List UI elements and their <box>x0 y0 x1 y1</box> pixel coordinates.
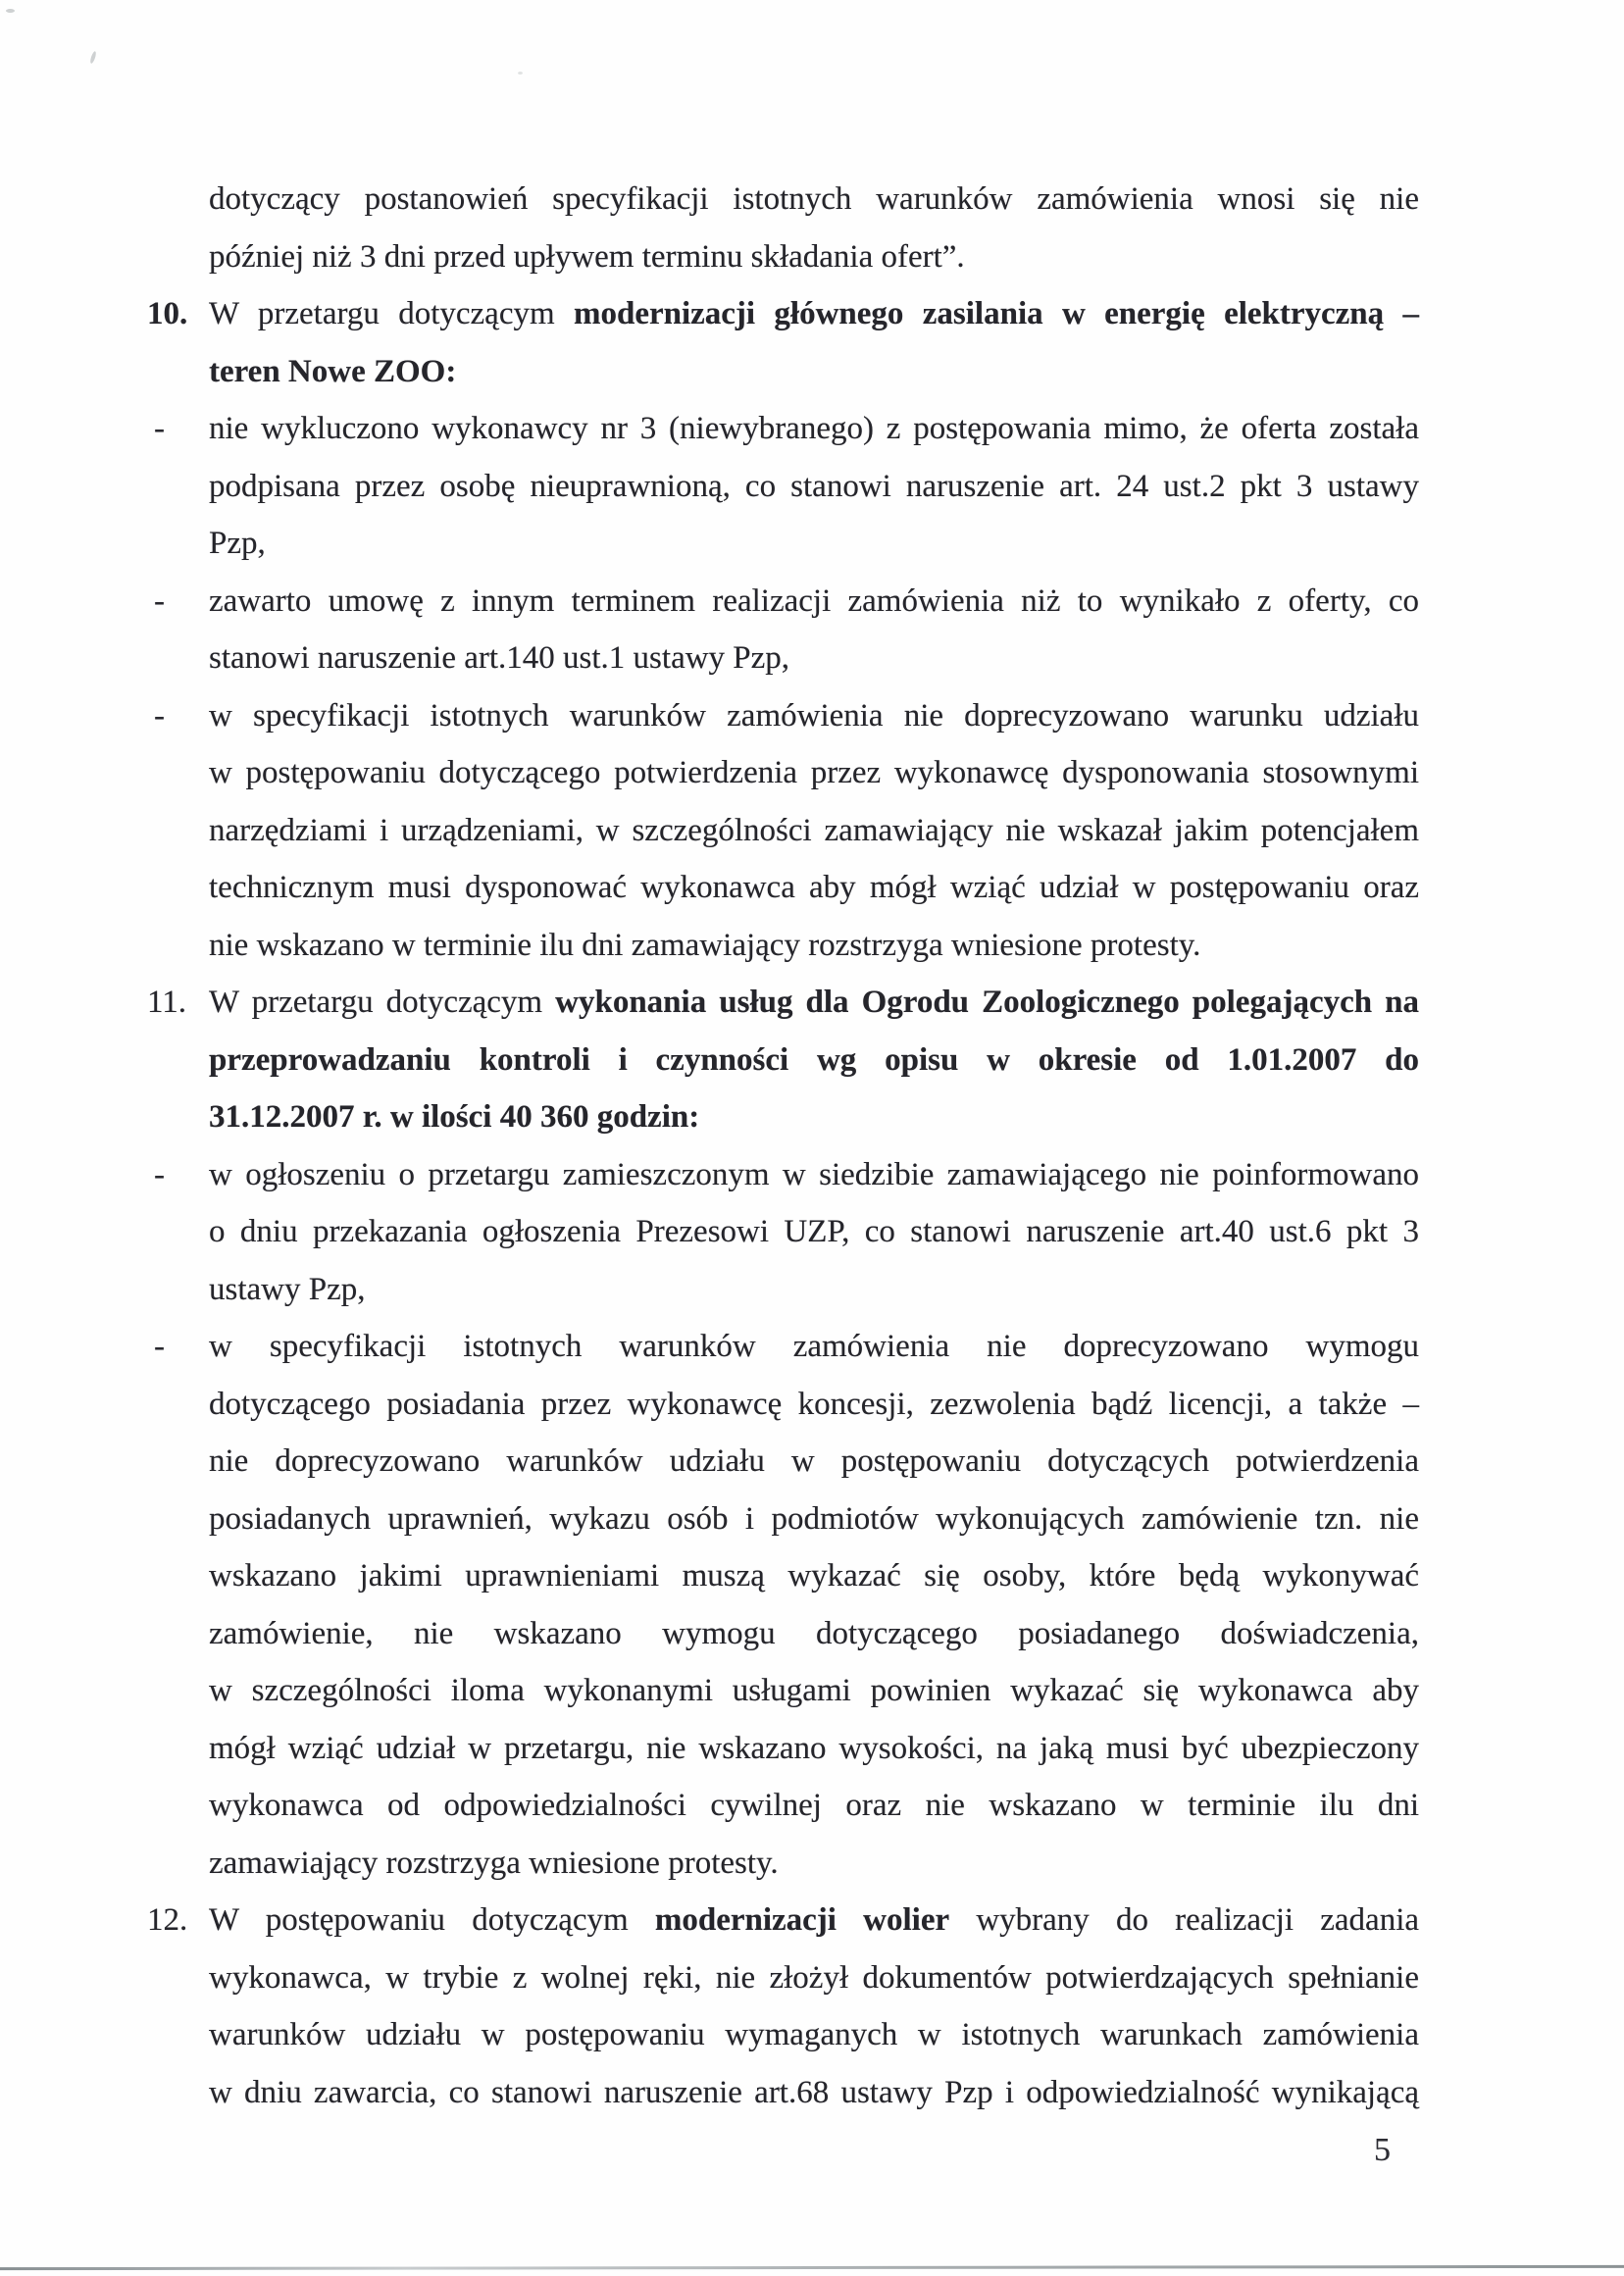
text-segment: w ogłoszeniu o przetargu zamieszczonym w siedzibie zamawiającego nie poinformowano <box>209 1156 1419 1192</box>
list-marker: 12. <box>147 1902 188 1938</box>
text-segment: warunków udziału w postępowaniu wymaganych w istotnych warunkach zamówienia <box>209 2017 1419 2052</box>
text-line <box>209 1491 1419 1548</box>
text-line <box>209 630 1419 687</box>
list-marker: - <box>154 697 165 733</box>
numbered-list-item <box>147 1892 1419 2121</box>
dash-list-item <box>147 400 1419 573</box>
text-line <box>209 2006 1419 2064</box>
text-line <box>209 1547 1419 1605</box>
list-marker: - <box>154 1329 165 1364</box>
text-segment: dotyczący postanowień specyfikacji istotnych warunków zamówienia wnosi się nie <box>209 181 1419 217</box>
list-marker: - <box>154 1156 165 1192</box>
text-line <box>209 1433 1419 1491</box>
text-line <box>209 2064 1419 2122</box>
text-segment: o dniu przekazania ogłoszenia Prezesowi UZP, co stanowi naruszenie art.40 ust.6 pkt 3 <box>209 1214 1419 1249</box>
scan-speck <box>89 51 97 65</box>
text-line <box>209 1605 1419 1663</box>
text-line <box>209 228 1419 286</box>
text-line <box>209 859 1419 917</box>
text-segment: zamawiający rozstrzyga wniesione protesty. <box>209 1845 779 1881</box>
text-line <box>209 1032 1419 1089</box>
text-line <box>209 1146 1419 1204</box>
text-line <box>209 1203 1419 1261</box>
bold-text-segment: wykonania usług dla Ogrodu Zoologicznego polegających na <box>555 985 1419 1020</box>
text-segment: w dniu zawarcia, co stanowi naruszenie art.68 ustawy Pzp i odpowiedzialność wynikającą <box>209 2074 1419 2110</box>
document-body <box>147 171 1419 2121</box>
dash-list-item <box>147 1318 1419 1892</box>
text-line <box>209 802 1419 860</box>
text-line <box>209 285 1419 343</box>
text-segment: Pzp, <box>209 526 266 561</box>
text-segment: nie doprecyzowano warunków udziału w postępowaniu dotyczących potwierdzenia <box>209 1443 1419 1479</box>
text-segment: zawarto umowę z innym terminem realizacji zamówienia niż to wynikało z oferty, co <box>209 582 1419 619</box>
text-segment: zamówienie, nie wskazano wymogu dotyczącego posiadanego doświadczenia, <box>209 1615 1419 1651</box>
text-line <box>209 343 1419 401</box>
text-segment: W przetargu dotyczącym <box>209 985 556 1020</box>
text-segment: wybrany do realizacji zadania <box>949 1902 1420 1938</box>
text-line <box>209 515 1419 573</box>
bold-text-segment: modernizacji głównego zasilania w energię elektryczną – <box>573 296 1420 331</box>
text-line <box>209 458 1419 516</box>
text-line <box>209 974 1419 1032</box>
text-line <box>209 1376 1419 1434</box>
text-line <box>209 1261 1419 1319</box>
text-segment: technicznym musi dysponować wykonawca aby mógł wziąć udział w postępowaniu oraz <box>209 870 1419 905</box>
numbered-list-item <box>147 974 1419 1146</box>
text-segment: nie wskazano w terminie ilu dni zamawiający rozstrzyga wniesione protesty. <box>209 927 1201 963</box>
text-segment: później niż 3 dni przed upływem terminu składania ofert”. <box>209 238 965 275</box>
text-segment: wykonawca, w trybie z wolnej ręki, nie złożył dokumentów potwierdzających spełnianie <box>209 1959 1419 1996</box>
bold-text-segment: przeprowadzaniu kontroli i czynności wg opisu w okresie od 1.01.2007 do <box>209 1041 1419 1078</box>
text-segment: w specyfikacji istotnych warunków zamówienia nie doprecyzowano warunku udziału <box>209 697 1419 733</box>
text-line <box>209 1318 1419 1376</box>
text-line <box>209 573 1419 631</box>
text-line <box>209 400 1419 458</box>
text-segment: W postępowaniu dotyczącym <box>209 1902 655 1938</box>
text-line <box>209 1892 1419 1949</box>
text-line <box>209 171 1419 228</box>
list-marker: 11. <box>147 985 187 1020</box>
text-segment: wskazano jakimi uprawnieniami muszą wykazać się osoby, które będą wykonywać <box>209 1558 1419 1593</box>
scan-speck <box>518 72 523 75</box>
page-number: 5 <box>1374 2132 1391 2168</box>
text-segment: podpisana przez osobę nieuprawnioną, co stanowi naruszenie art. 24 ust.2 pkt 3 ustawy <box>209 468 1419 504</box>
list-marker: - <box>154 411 165 446</box>
list-marker: 10. <box>147 296 188 331</box>
list-marker: - <box>154 582 165 619</box>
text-segment: wykonawca od odpowiedzialności cywilnej oraz nie wskazano w terminie ilu dni <box>209 1788 1419 1823</box>
text-line <box>209 1720 1419 1778</box>
text-segment: w szczególności iloma wykonanymi usługami powinien wykazać się wykonawca aby <box>209 1673 1419 1708</box>
text-segment: dotyczącego posiadania przez wykonawcę koncesji, zezwolenia bądź licencji, a także – <box>209 1386 1419 1422</box>
dash-list-item <box>147 573 1419 687</box>
dash-list-item <box>147 1146 1419 1319</box>
text-line <box>209 1088 1419 1146</box>
scan-speck <box>6 9 15 13</box>
text-segment: posiadanych uprawnień, wykazu osób i podmiotów wykonujących zamówienie tzn. nie <box>209 1500 1419 1537</box>
dash-list-item <box>147 687 1419 975</box>
text-line <box>209 687 1419 745</box>
text-segment: w postępowaniu dotyczącego potwierdzenia przez wykonawcę dysponowania stosownymi <box>209 755 1419 790</box>
text-segment: mógł wziąć udział w przetargu, nie wskazano wysokości, na jaką musi być ubezpieczony <box>209 1730 1419 1766</box>
text-line <box>209 917 1419 975</box>
bold-text-segment: 31.12.2007 r. w ilości 40 360 godzin: <box>209 1099 700 1135</box>
text-segment: W przetargu dotyczącym <box>209 296 574 331</box>
text-segment: w specyfikacji istotnych warunków zamówienia nie doprecyzowano wymogu <box>209 1329 1419 1364</box>
text-line <box>209 744 1419 802</box>
paragraph <box>147 171 1419 285</box>
numbered-list-item <box>147 285 1419 400</box>
text-segment: narzędziami i urządzeniami, w szczególności zamawiający nie wskazał jakim potencjałem <box>209 812 1419 848</box>
text-line <box>209 1835 1419 1893</box>
bold-text-segment: teren Nowe ZOO: <box>209 353 457 389</box>
text-line <box>209 1662 1419 1720</box>
text-line <box>209 1777 1419 1835</box>
text-segment: nie wykluczono wykonawcy nr 3 (niewybranego) z postępowania mimo, że oferta została <box>209 411 1419 446</box>
scan-edge-artifact <box>0 2265 1624 2270</box>
bold-text-segment: modernizacji wolier <box>654 1902 950 1938</box>
text-line <box>209 1949 1419 2007</box>
text-segment: ustawy Pzp, <box>209 1271 366 1307</box>
text-segment: stanowi naruszenie art.140 ust.1 ustawy Pzp, <box>209 640 790 676</box>
